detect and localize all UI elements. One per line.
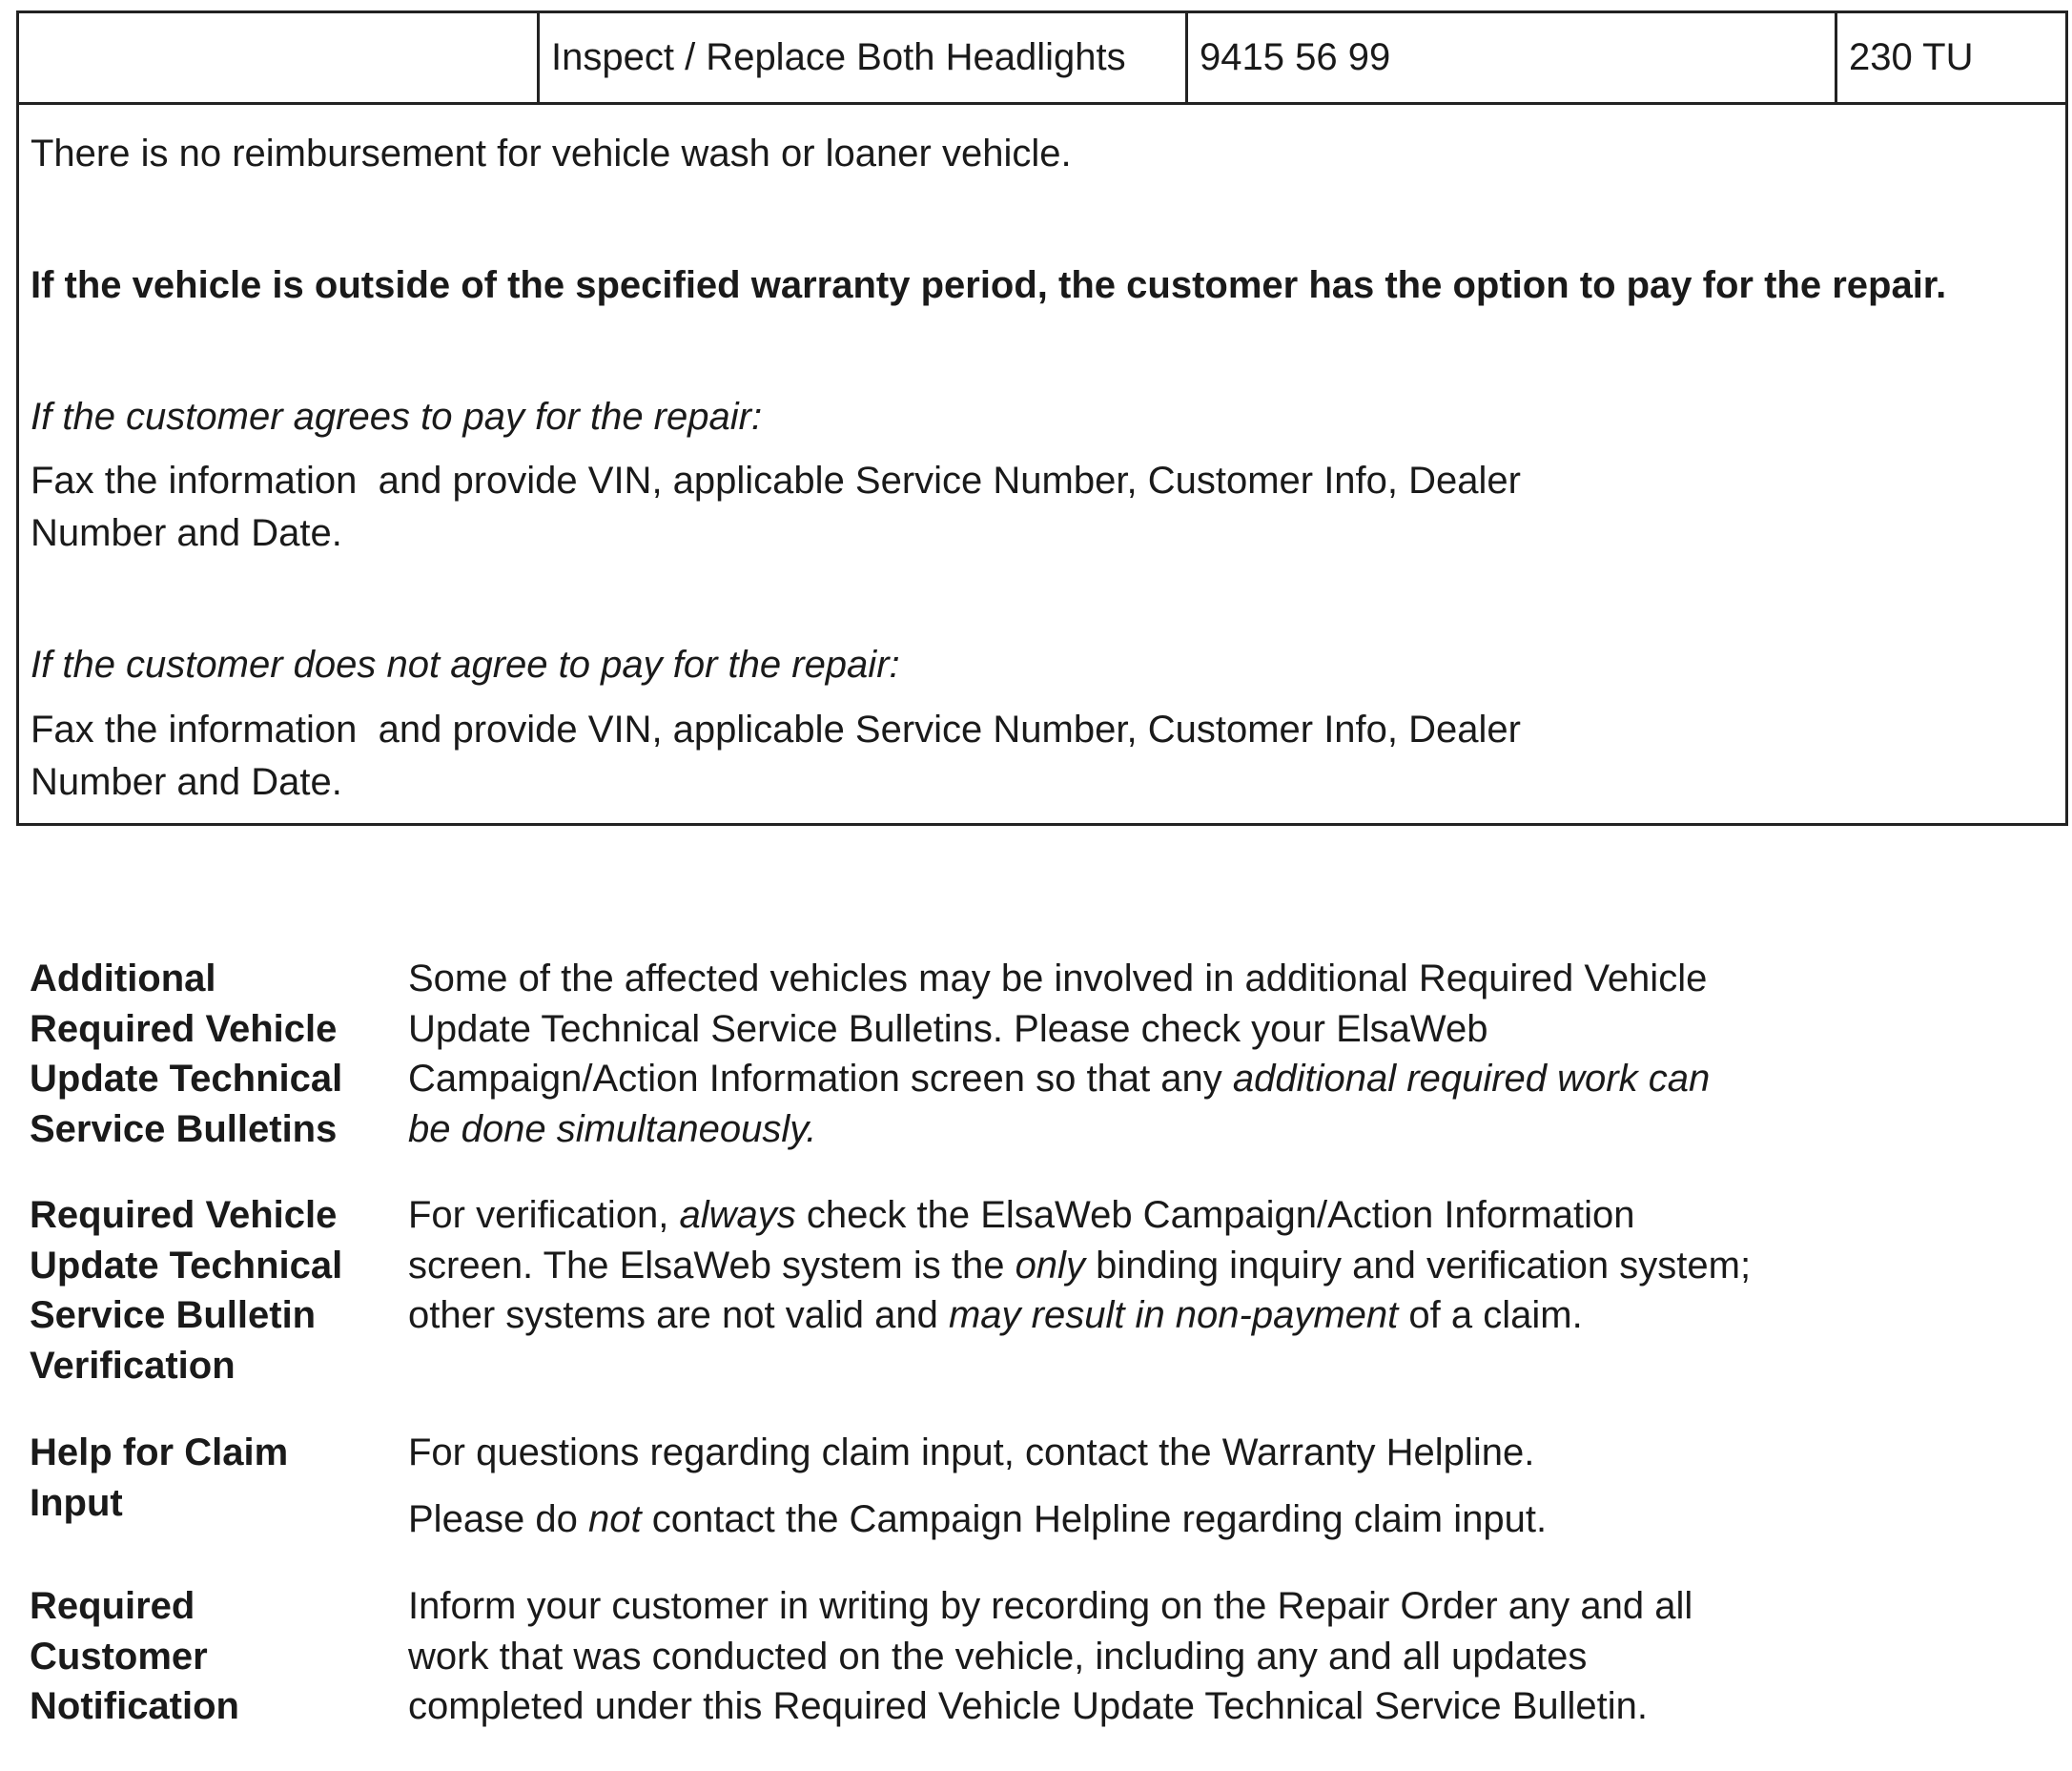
body-text: Inform your customer in writing by recording on the Repair Order any and all work that was conducted on the vehicle, including any and all updates completed under this Required Vehicle Update Technical Service Bulletin. bbox=[408, 1585, 1693, 1727]
body-emphasis: additional required work can be done simultaneously. bbox=[408, 1058, 1711, 1150]
disagrees-line-2: Number and Date. bbox=[31, 761, 342, 803]
section-body bbox=[408, 954, 1762, 1154]
body-text: For questions regarding claim input, contact the Warranty Helpline. bbox=[408, 1431, 1535, 1473]
body-text: check the ElsaWeb Campaign/Action Information screen. The ElsaWeb system is the bbox=[408, 1194, 1635, 1287]
time-units-cell: 230 TU bbox=[1849, 36, 1974, 78]
labor-op-cell: 9415 56 99 bbox=[1188, 13, 1837, 102]
operation-cell: Inspect / Replace Both Headlights bbox=[540, 13, 1188, 102]
section-body bbox=[408, 1428, 1762, 1544]
notes-cell bbox=[19, 105, 2065, 823]
agrees-line-2: Number and Date. bbox=[31, 512, 342, 554]
section-label: Additional Required Vehicle Update Technical Service Bulletins bbox=[30, 958, 343, 1150]
body-emphasis: not bbox=[588, 1497, 642, 1540]
body-text: Some of the affected vehicles may be involved in additional Required Vehicle Update Technical Service Bulletins. Please check your ElsaWeb Campaign/Action Information screen so that any bbox=[408, 958, 1708, 1100]
blank-cell bbox=[19, 13, 540, 102]
body-emphasis: always bbox=[679, 1194, 796, 1236]
no-reimbursement-text: There is no reimbursement for vehicle wash or loaner vehicle. bbox=[31, 133, 1072, 175]
labor-table bbox=[16, 10, 2068, 826]
section-label: Required Customer Notification bbox=[30, 1585, 239, 1727]
body-text: contact the Campaign Helpline regarding claim input. bbox=[641, 1497, 1548, 1540]
labor-row bbox=[19, 13, 2065, 105]
disagrees-line-1: Fax the information and provide VIN, applicable Service Number, Customer Info, Dealer bbox=[31, 709, 1521, 751]
section-body bbox=[408, 1190, 1762, 1341]
outside-warranty-text: If the vehicle is outside of the specified warranty period, the customer has the option to pay for the repair. bbox=[31, 264, 1947, 306]
disagrees-heading: If the customer does not agree to pay for the repair: bbox=[31, 644, 900, 686]
agrees-line-1: Fax the information and provide VIN, applicable Service Number, Customer Info, Dealer bbox=[31, 460, 1521, 502]
section-label: Required Vehicle Update Technical Service Bulletin Verification bbox=[30, 1194, 343, 1387]
body-text: binding inquiry and verification system; other systems are not valid and bbox=[408, 1244, 1752, 1336]
body-emphasis: may result in non-payment bbox=[948, 1294, 1399, 1336]
section-body bbox=[408, 1581, 1762, 1732]
body-emphasis: only bbox=[1015, 1244, 1085, 1287]
body-text: of a claim. bbox=[1398, 1294, 1583, 1336]
agrees-heading: If the customer agrees to pay for the repair: bbox=[31, 396, 763, 438]
section-label: Help for Claim Input bbox=[30, 1431, 289, 1524]
body-text: Please do bbox=[408, 1497, 589, 1540]
body-text: For verification, bbox=[408, 1194, 680, 1236]
